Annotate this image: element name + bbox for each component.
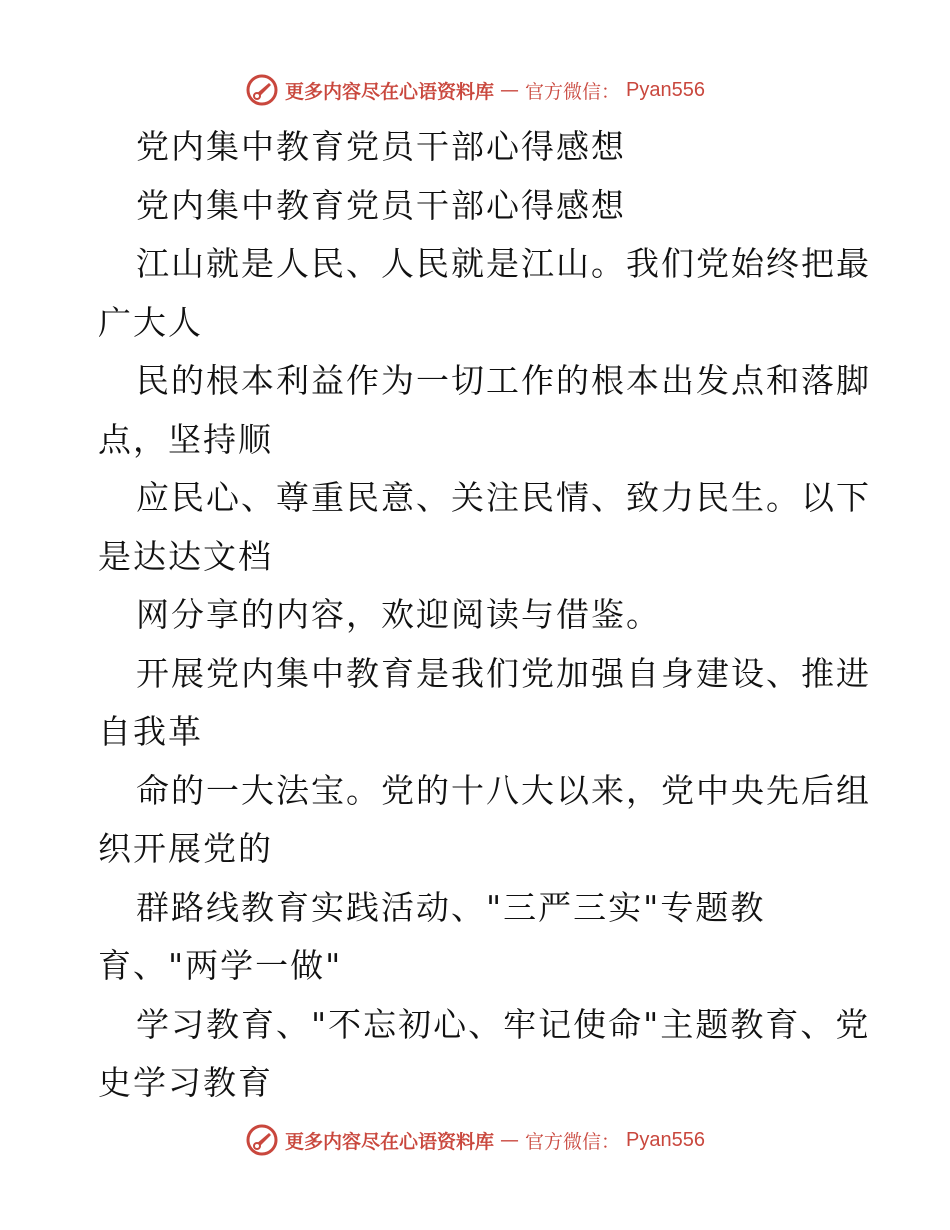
document-line: 点，坚持顺	[98, 419, 273, 459]
document-line: 党内集中教育党员干部心得感想	[136, 185, 626, 225]
banner-wechat-label: 官方微信：	[525, 1130, 621, 1153]
footer-banner	[0, 1120, 950, 1160]
document-line: 织开展党的	[98, 829, 273, 868]
document-line: 应民心、尊重民意、关注民情、致力民生。以下	[136, 478, 871, 517]
document-line: 党内集中教育党员干部心得感想	[136, 127, 626, 166]
banner-wechat-id: Pyan556	[626, 1128, 705, 1151]
document-line: 是达达文档	[98, 536, 273, 576]
banner-wechat-id: Pyan556	[626, 78, 705, 101]
document-line: 史学习教育	[98, 1063, 273, 1102]
document-body	[98, 118, 871, 1113]
document-line: 江山就是人民、人民就是江山。我们党始终把最	[136, 244, 871, 283]
brand-logo-icon	[245, 73, 279, 107]
document-line: 群路线教育实践活动、"三严三实"专题教	[136, 887, 766, 927]
banner-slogan: 更多内容尽在心语资料库	[285, 1130, 495, 1153]
header-banner	[0, 70, 950, 110]
document-line: 自我革	[98, 712, 203, 751]
banner-slogan: 更多内容尽在心语资料库	[285, 80, 495, 103]
brand-logo-icon	[245, 1123, 279, 1157]
document-line: 育、"两学一做"	[98, 946, 343, 985]
document-line: 网分享的内容，欢迎阅读与借鉴。	[136, 595, 661, 634]
document-line: 命的一大法宝。党的十八大以来，党中央先后组	[136, 770, 871, 810]
banner-dash: —	[500, 79, 520, 101]
document-line: 开展党内集中教育是我们党加强自身建设、推进	[136, 653, 871, 693]
banner-wechat-label: 官方微信：	[525, 80, 621, 103]
document-line: 学习教育、"不忘初心、牢记使命"主题教育、党	[136, 1004, 871, 1044]
document-line: 广大人	[98, 302, 203, 342]
banner-dash: —	[500, 1129, 520, 1151]
document-line: 民的根本利益作为一切工作的根本出发点和落脚	[136, 361, 871, 400]
